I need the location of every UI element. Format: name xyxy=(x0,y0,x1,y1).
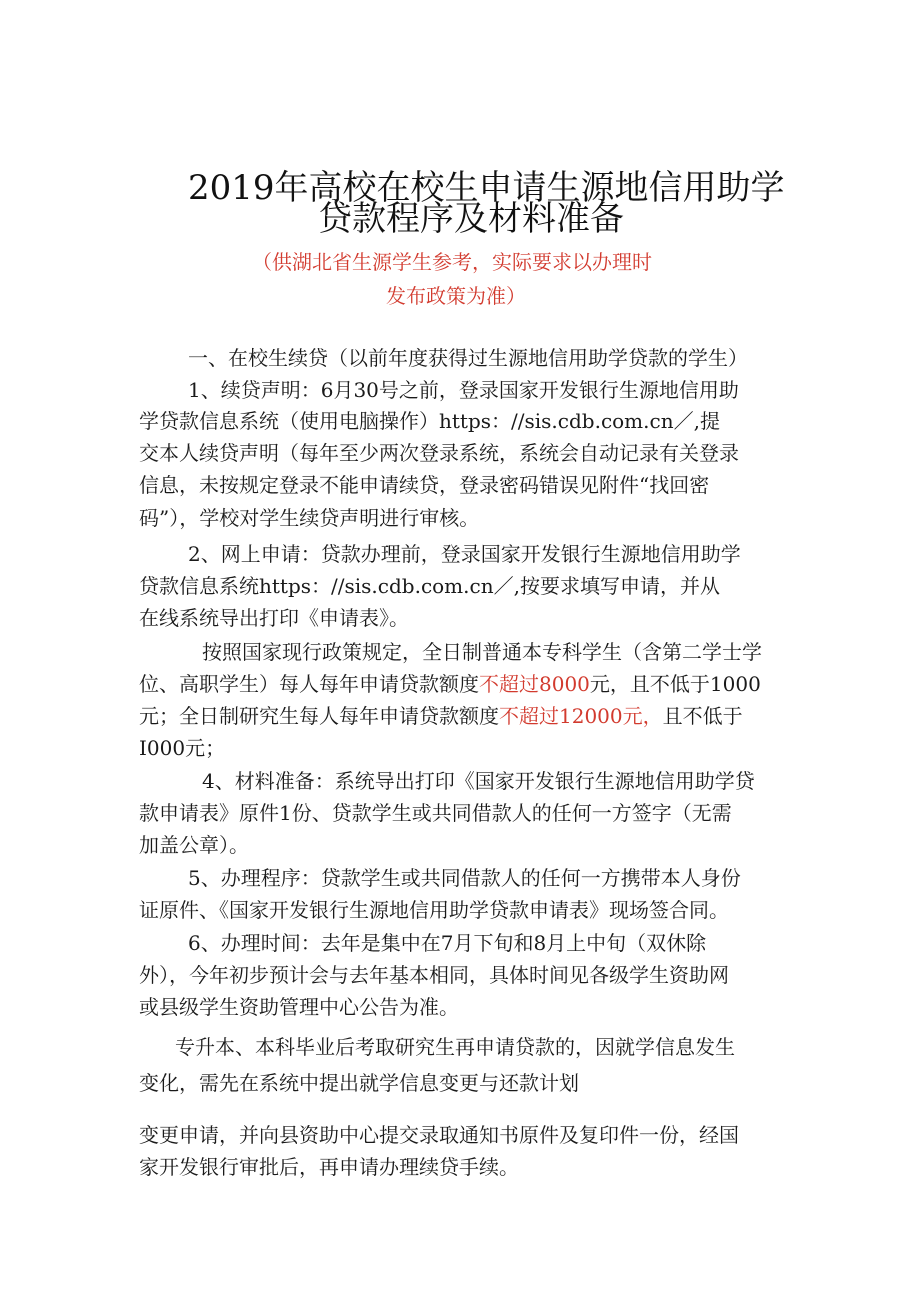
paragraph-line: 2、网上申请：贷款办理前，登录国家开发银行生源地信用助学 xyxy=(188,542,741,566)
policy-text: 元；全日制研究生每人每年申请贷款额度 xyxy=(139,704,499,728)
paragraph-line: 变化，需先在系统中提出就学信息变更与还款计划 xyxy=(139,1071,579,1095)
paragraph-line: 4、材料准备：系统导出打印《国家开发银行生源地信用助学贷 xyxy=(202,769,755,793)
subtitle-line-1: （供湖北省生源学生参考，实际要求以办理时 xyxy=(252,250,652,274)
paragraph-line: 按照国家现行政策规定，全日制普通本专科学生（含第二学士学 xyxy=(202,640,762,664)
paragraph-line: 外），今年初步预计会与去年基本相同，具体时间见各级学生资助网 xyxy=(139,963,729,987)
paragraph-line: 交本人续贷声明（每年至少两次登录系统，系统会自动记录有关登录 xyxy=(139,441,739,465)
policy-text: 且不低于 xyxy=(662,704,743,728)
document-title-line-2: 贷款程序及材料准备 xyxy=(318,199,624,239)
paragraph-line: 学贷款信息系统（使用电脑操作）https：//sis.cdb.com.cn／,提 xyxy=(139,409,720,433)
paragraph-line: 信息，未按规定登录不能申请续贷，登录密码错误见附件“找回密 xyxy=(139,473,710,497)
section-heading: 一、在校生续贷（以前年度获得过生源地信用助学贷款的学生） xyxy=(188,346,748,370)
paragraph-line: 在线系统导出打印《申请表》。 xyxy=(139,606,409,630)
paragraph-line: 变更申请，并向县资助中心提交录取通知书原件及复印件一份，经国 xyxy=(139,1123,739,1147)
paragraph-line: I000元； xyxy=(139,736,226,760)
paragraph-line: 码”），学校对学生续贷声明进行审核。 xyxy=(139,506,480,530)
paragraph-line: 专升本、本科毕业后考取研究生再申请贷款的，因就学信息发生 xyxy=(175,1035,735,1059)
paragraph-line: 款申请表》原件1份、贷款学生或共同借款人的任何一方签字（无需 xyxy=(139,801,732,825)
paragraph-line: 证原件、《国家开发银行生源地信用助学贷款申请表》现场签合同。 xyxy=(139,898,729,922)
paragraph-line: 贷款信息系统https：//sis.cdb.com.cn／,按要求填写申请，并从 xyxy=(139,574,720,598)
paragraph-line: 1、续贷声明：6月30号之前，登录国家开发银行生源地信用助 xyxy=(188,378,739,402)
policy-text: 元，且不低于1000 xyxy=(589,672,761,696)
paragraph-line xyxy=(139,703,743,729)
loan-limit-highlight: 不超过8000 xyxy=(479,672,590,696)
subtitle-line-2: 发布政策为准） xyxy=(386,284,526,308)
paragraph-line: 5、办理程序：贷款学生或共同借款人的任何一方携带本人身份 xyxy=(188,866,741,890)
paragraph-line: 或县级学生资助管理中心公告为准。 xyxy=(139,995,459,1019)
loan-limit-highlight: 不超过12000元， xyxy=(499,704,663,728)
paragraph-line: 家开发银行审批后，再申请办理续贷手续。 xyxy=(139,1155,519,1179)
paragraph-line xyxy=(139,671,761,697)
paragraph-line: 加盖公章）。 xyxy=(139,833,249,857)
paragraph-line: 6、办理时间：去年是集中在7月下旬和8月上中旬（双休除 xyxy=(188,931,707,955)
policy-text: 位、高职学生）每人每年申请贷款额度 xyxy=(139,672,479,696)
document-title-line-1: 2019年高校在校生申请生源地信用助学 xyxy=(188,168,785,208)
